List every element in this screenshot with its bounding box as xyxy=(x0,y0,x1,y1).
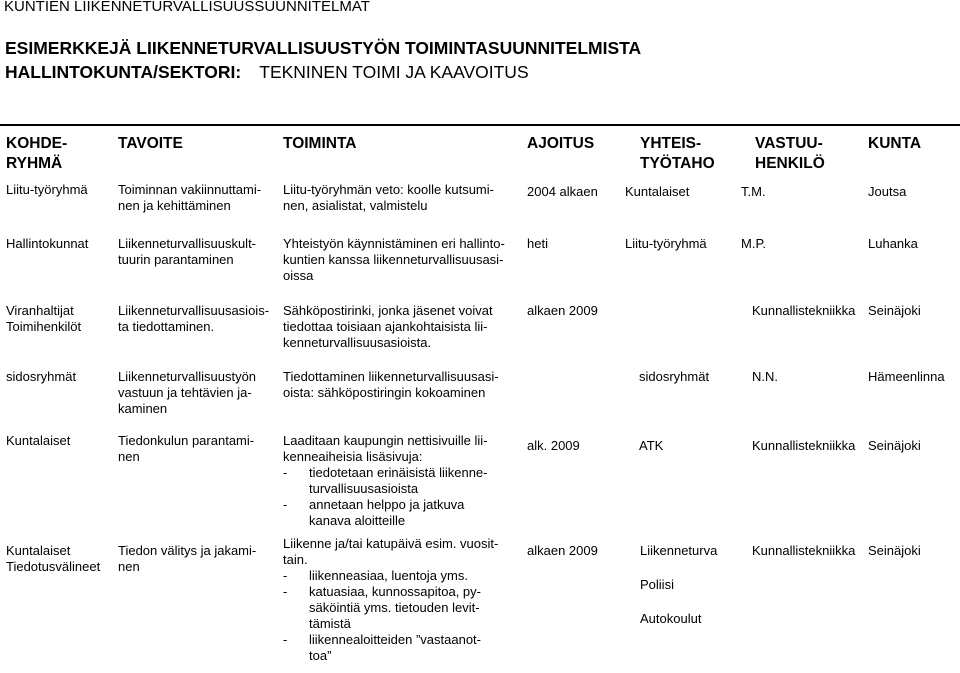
sector-label: HALLINTOKUNTA/SEKTORI: xyxy=(5,62,242,82)
row-kunta: Seinäjoki xyxy=(868,303,921,318)
header-kohderyhma-line2: RYHMÄ xyxy=(6,155,63,172)
sector-line xyxy=(5,62,529,83)
header-kohderyhma xyxy=(6,134,67,174)
header-kohderyhma-line1: KOHDE- xyxy=(6,135,68,152)
list-item: - liikennealoitteiden ”vastaanot- toa” xyxy=(283,632,523,664)
row-ajoitus: 2004 alkaen xyxy=(527,184,598,199)
header-yhteistyotaho-line1: YHTEIS- xyxy=(640,135,702,152)
row-tavoite: Tiedon välitys ja jakami- nen xyxy=(118,543,257,574)
row-ajoitus: alkaen 2009 xyxy=(527,543,598,558)
row-kohderyhma: Hallintokunnat xyxy=(6,236,89,251)
document-main-title: ESIMERKKEJÄ LIIKENNETURVALLISUUSTYÖN TOIMINTASUUNNITELMISTA xyxy=(5,38,642,58)
row-toiminta: Liitu-työryhmän veto: koolle kutsumi- nen, asialistat, valmistelu xyxy=(283,182,494,213)
row-tavoite: Toiminnan vakiinnuttami- nen ja kehittäminen xyxy=(118,182,262,213)
row-toiminta: Laaditaan kaupungin nettisivuille lii- kenneaiheisia lisäsivuja: - tiedotetaan erinäisistä liikenne- turvallisuusasioista - annetaan helppo ja jatkuva kanava aloitteille xyxy=(283,433,523,529)
row-tavoite: Liikenneturvallisuustyön vastuun ja tehtävien ja- kaminen xyxy=(118,369,257,416)
row-toiminta: Tiedottaminen liikenneturvallisuusasi- oista: sähköpostiringin kokoaminen xyxy=(283,369,499,400)
row-vastuuhenkilo: M.P. xyxy=(741,236,767,251)
row-kohderyhma: Viranhaltijat Toimihenkilöt xyxy=(6,303,82,334)
toiminta-dash-list xyxy=(283,465,523,529)
row-kunta: Hämeenlinna xyxy=(868,369,945,384)
row-ajoitus: alkaen 2009 xyxy=(527,303,598,318)
row-vastuuhenkilo: Kunnallistekniikka xyxy=(752,543,856,558)
yhteistyotaho-item: Liikenneturva xyxy=(640,543,718,558)
header-yhteistyotaho xyxy=(640,134,715,174)
yhteistyotaho-item: Poliisi xyxy=(640,577,674,592)
toiminta-dash-list xyxy=(283,568,523,664)
header-yhteistyotaho-line2: TYÖTAHO xyxy=(640,155,715,172)
yhteistyotaho-item: Autokoulut xyxy=(640,611,702,626)
row-toiminta: Sähköpostirinki, jonka jäsenet voivat tiedottaa toisiaan ajankohtaisista lii- kenneturvallisuusasioista. xyxy=(283,303,493,350)
row-vastuuhenkilo: N.N. xyxy=(752,369,778,384)
row-kunta: Seinäjoki xyxy=(868,438,921,453)
row-yhteistyotaho xyxy=(640,543,717,627)
header-toiminta: TOIMINTA xyxy=(283,135,357,152)
row-kohderyhma: Kuntalaiset Tiedotusvälineet xyxy=(6,543,101,574)
row-vastuuhenkilo: T.M. xyxy=(741,184,766,199)
row-kunta: Joutsa xyxy=(868,184,907,199)
row-kunta: Luhanka xyxy=(868,236,918,251)
document-top-title: KUNTIEN LIIKENNETURVALLISUUSSUUNNITELMAT xyxy=(4,0,370,15)
header-tavoite: TAVOITE xyxy=(118,135,183,152)
row-yhteistyotaho: Liitu-työryhmä xyxy=(625,236,707,251)
row-tavoite: Tiedonkulun parantami- nen xyxy=(118,433,255,464)
header-ajoitus: AJOITUS xyxy=(527,135,595,152)
row-ajoitus: alk. 2009 xyxy=(527,438,580,453)
list-item: - tiedotetaan erinäisistä liikenne- turvallisuusasioista xyxy=(283,465,523,497)
row-kohderyhma: sidosryhmät xyxy=(6,369,77,384)
row-toiminta: Yhteistyön käynnistäminen eri hallinto- kuntien kanssa liikenneturvallisuusasi- oissa xyxy=(283,236,505,283)
row-ajoitus: heti xyxy=(527,236,548,251)
list-item: - annetaan helppo ja jatkuva kanava aloitteille xyxy=(283,497,523,529)
row-vastuuhenkilo: Kunnallistekniikka xyxy=(752,438,856,453)
row-yhteistyotaho: ATK xyxy=(639,438,664,453)
row-kohderyhma: Kuntalaiset xyxy=(6,433,71,448)
row-kohderyhma: Liitu-työryhmä xyxy=(6,182,88,197)
row-vastuuhenkilo: Kunnallistekniikka xyxy=(752,303,856,318)
header-vastuuhenkilo xyxy=(755,134,825,174)
sector-value: TEKNINEN TOIMI JA KAAVOITUS xyxy=(259,62,529,82)
list-item: - katuasiaa, kunnossapitoa, py- säköintiä yms. tietouden levit- tämistä xyxy=(283,584,523,632)
header-vastuuhenkilo-line2: HENKILÖ xyxy=(755,155,825,172)
table-top-rule xyxy=(0,124,960,126)
row-tavoite: Liikenneturvallisuuskult- tuurin parantaminen xyxy=(118,236,257,267)
row-toiminta: Liikenne ja/tai katupäivä esim. vuosit- tain. - liikenneasiaa, luentoja yms. - katuasiaa, kunnossapitoa, py- säköintiä yms. tietouden levit- tämistä - liikennealoitteiden ”vastaanot- toa” xyxy=(283,536,523,664)
row-kunta: Seinäjoki xyxy=(868,543,921,558)
list-item: - liikenneasiaa, luentoja yms. xyxy=(283,568,523,584)
row-yhteistyotaho: sidosryhmät xyxy=(639,369,710,384)
header-kunta: KUNTA xyxy=(868,135,922,152)
row-tavoite: Liikenneturvallisuusasiois- ta tiedottaminen. xyxy=(118,303,270,334)
header-vastuuhenkilo-line1: VASTUU- xyxy=(755,135,823,152)
row-yhteistyotaho: Kuntalaiset xyxy=(625,184,690,199)
